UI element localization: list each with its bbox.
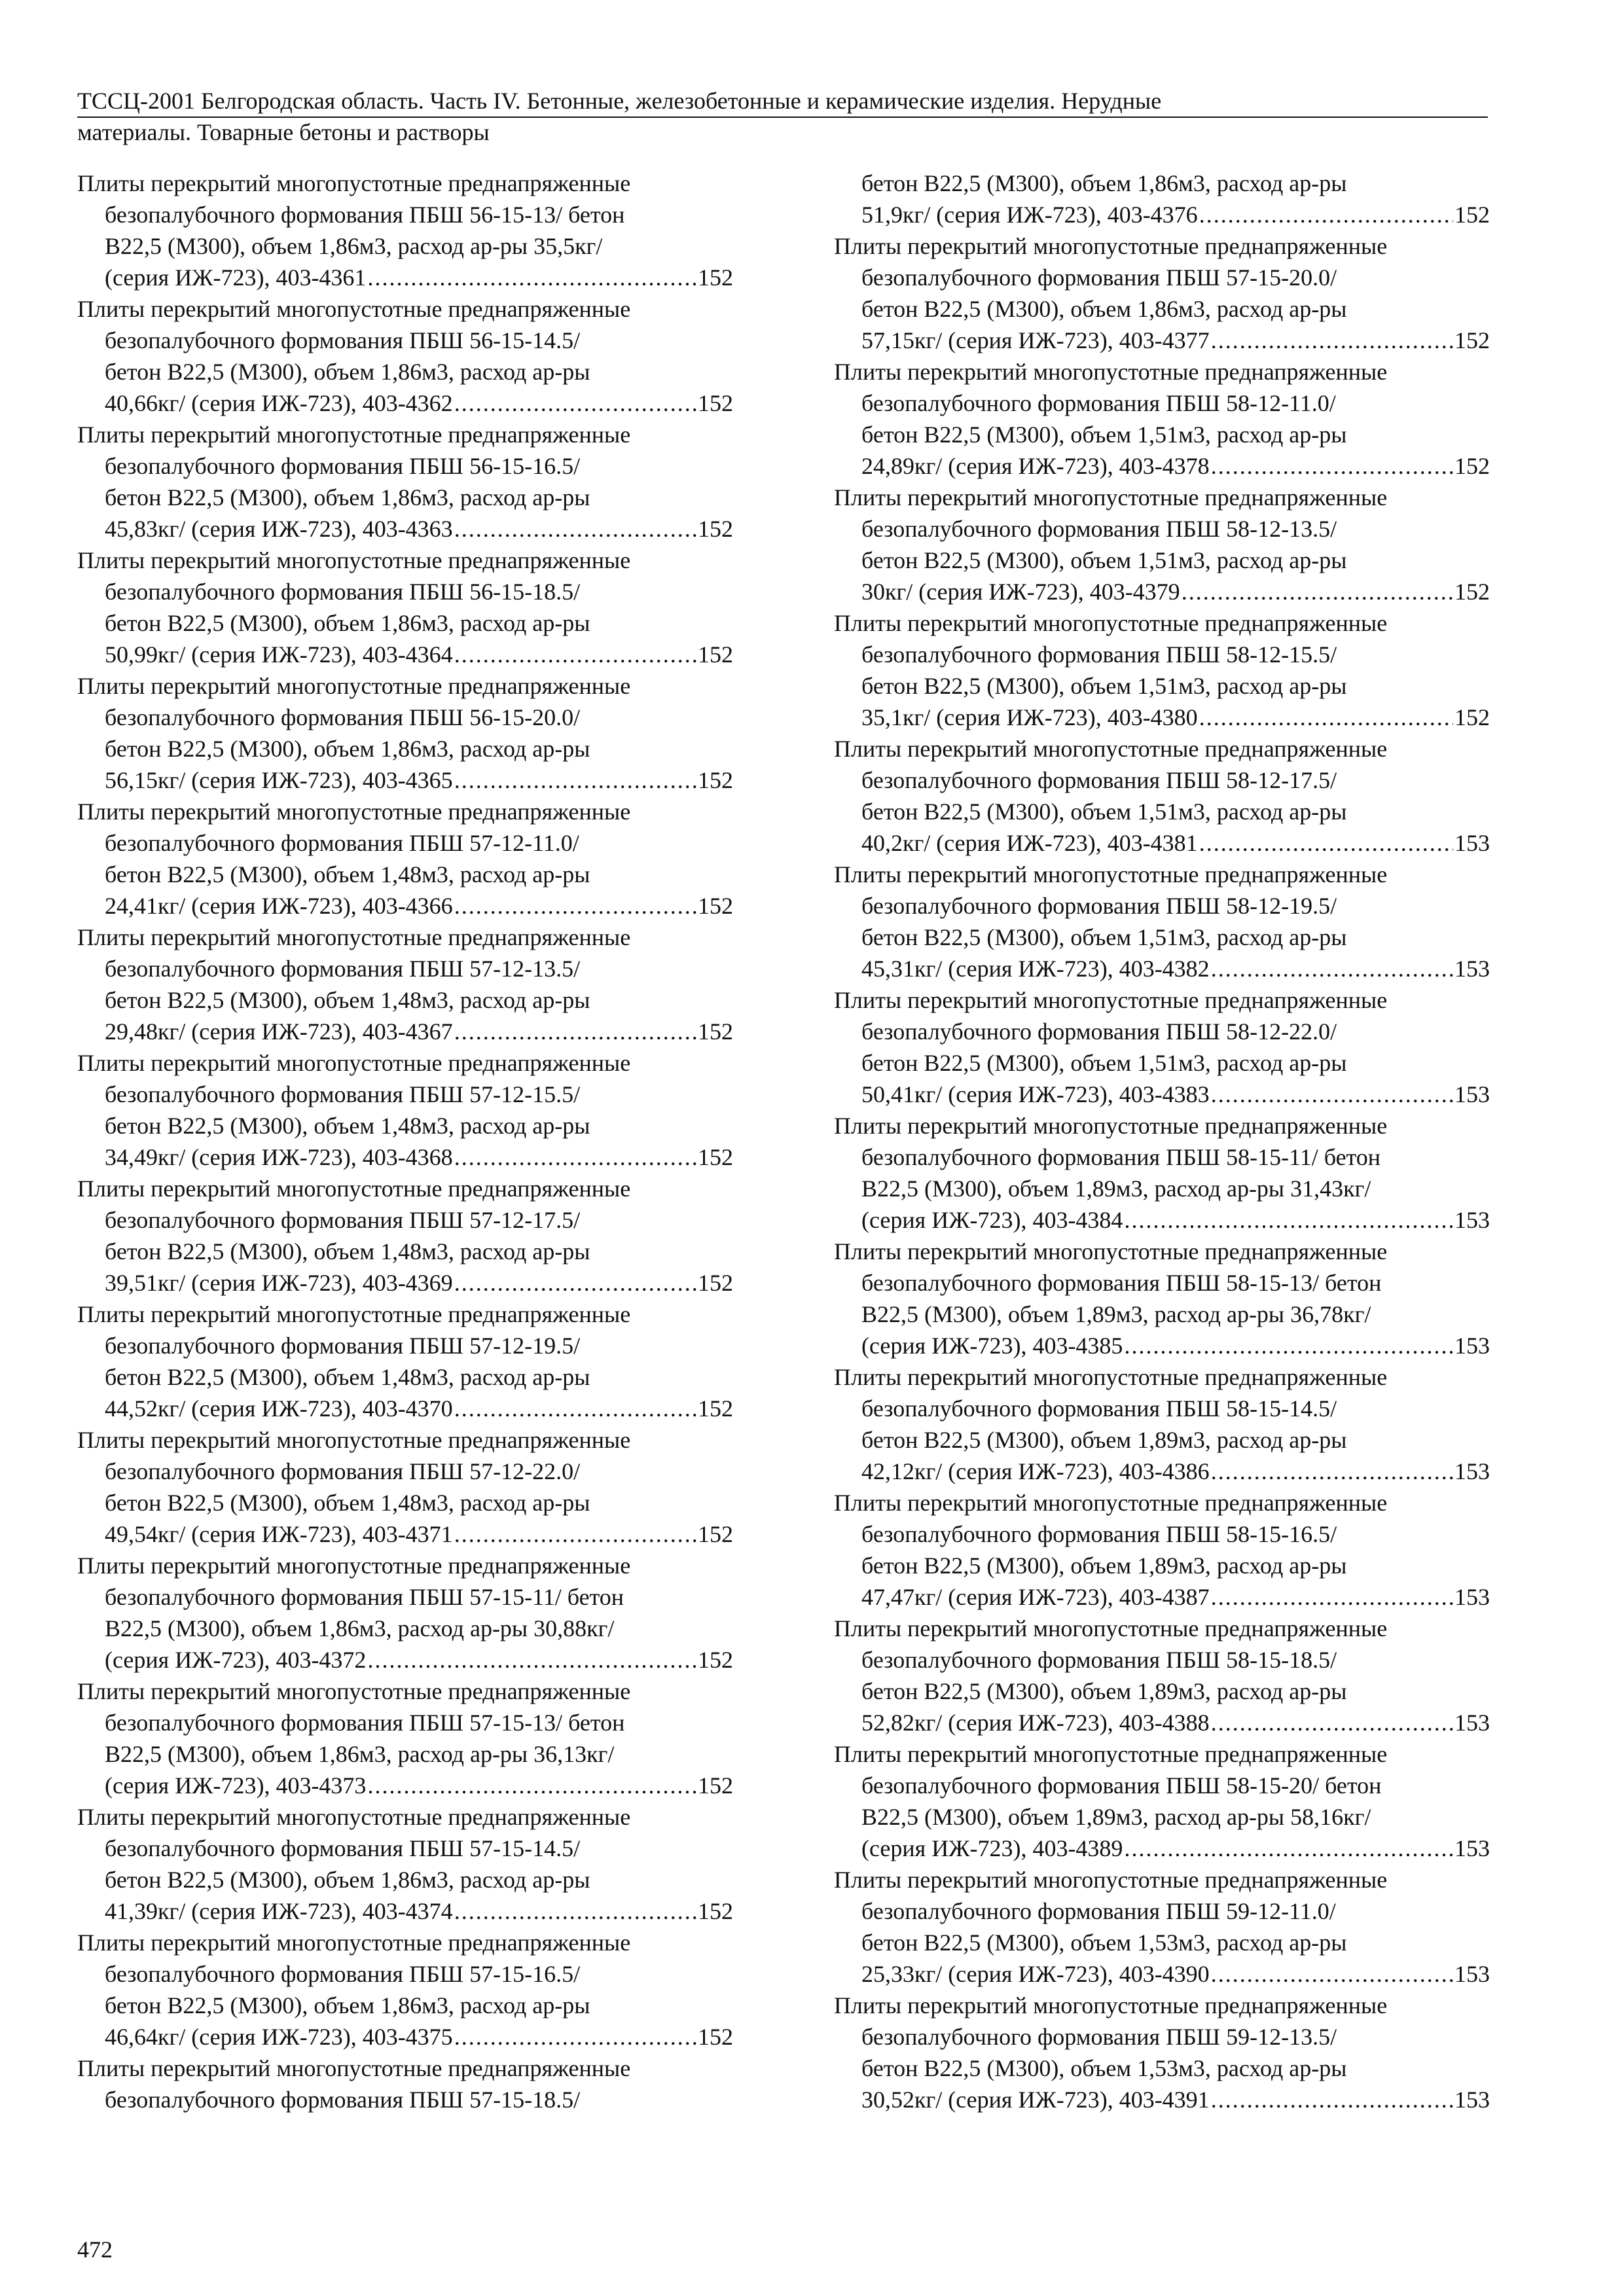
- entry-last-line: [834, 1958, 1490, 1990]
- dot-leader: [1211, 325, 1453, 356]
- entry-text: Плиты перекрытий многопустотные преднапряженные: [834, 1867, 1388, 1893]
- index-entry: [77, 419, 733, 545]
- entry-last-line: [834, 325, 1490, 356]
- entry-page-ref: 152: [698, 1144, 733, 1170]
- entry-text: бетон В22,5 (М300), объем 1,89м3, расход ар-ры: [861, 1552, 1347, 1579]
- index-entry: [77, 670, 733, 796]
- entry-page-ref: 153: [1454, 1458, 1490, 1484]
- entry-text: бетон В22,5 (М300), объем 1,86м3, расход ар-ры: [861, 170, 1347, 196]
- index-entry: [77, 1173, 733, 1299]
- entry-text: (серия ИЖ-723), 403-4389: [861, 1835, 1123, 1861]
- index-entry: [77, 1047, 733, 1173]
- entry-page-ref: 153: [1454, 2087, 1490, 2113]
- dot-leader: [1124, 1204, 1453, 1236]
- entry-last-line: [77, 1518, 733, 1550]
- entry-page-ref: 153: [1454, 1961, 1490, 1987]
- entry-text: безопалубочного формования ПБШ 59-12-13.5/: [861, 2024, 1337, 2050]
- entry-text: бетон В22,5 (М300), объем 1,89м3, расход ар-ры: [861, 1427, 1347, 1453]
- dot-leader: [454, 1016, 696, 1047]
- index-entry: [77, 168, 733, 293]
- index-entry: [77, 1927, 733, 2053]
- entry-text: Плиты перекрытий многопустотные преднапряженные: [834, 610, 1388, 636]
- entry-text: безопалубочного формования ПБШ 57-12-11.0/: [105, 830, 579, 856]
- index-entry: [77, 1424, 733, 1550]
- entry-text: 35,1кг/ (серия ИЖ-723), 403-4380: [861, 704, 1198, 730]
- index-entry: [834, 230, 1490, 356]
- entry-page-ref: 153: [1454, 1584, 1490, 1610]
- entry-text: Плиты перекрытий многопустотные преднапряженные: [77, 1678, 631, 1704]
- entry-page-ref: 153: [1454, 1081, 1490, 1107]
- index-entry: [834, 1110, 1490, 1236]
- entry-text: 29,48кг/ (серия ИЖ-723), 403-4367: [105, 1018, 453, 1045]
- entry-last-line: [77, 262, 733, 293]
- entry-page-ref: 152: [698, 767, 733, 793]
- dot-leader: [367, 262, 696, 293]
- entry-text: бетон В22,5 (М300), объем 1,48м3, расход ар-ры: [105, 861, 590, 888]
- entry-text: безопалубочного формования ПБШ 58-15-13/ бетон: [861, 1270, 1382, 1296]
- entry-text: В22,5 (М300), объем 1,86м3, расход ар-ры 35,5кг/: [105, 233, 603, 259]
- entry-text: Плиты перекрытий многопустотные преднапряженные: [834, 359, 1388, 385]
- entry-text: безопалубочного формования ПБШ 57-15-18.5/: [105, 2087, 581, 2113]
- running-header: [77, 86, 1488, 147]
- entry-text: Плиты перекрытий многопустотные преднапряженные: [77, 2055, 631, 2081]
- entry-text: Плиты перекрытий многопустотные преднапряженные: [77, 422, 631, 448]
- entry-text: 47,47кг/ (серия ИЖ-723), 403-4387: [861, 1584, 1210, 1610]
- left-index-column: [77, 168, 733, 2115]
- entry-text: В22,5 (М300), объем 1,86м3, расход ар-ры 36,13кг/: [105, 1741, 615, 1767]
- entry-last-line: [77, 1016, 733, 1047]
- entry-text: бетон В22,5 (М300), объем 1,51м3, расход ар-ры: [861, 798, 1347, 825]
- page-number: 472: [77, 2236, 113, 2263]
- index-entry: [834, 607, 1490, 733]
- entry-text: В22,5 (М300), объем 1,89м3, расход ар-ры 58,16кг/: [861, 1804, 1371, 1830]
- entry-text: Плиты перекрытий многопустотные преднапряженные: [77, 1175, 631, 1202]
- entry-last-line: [834, 576, 1490, 607]
- header-title-line2: материалы. Товарные бетоны и растворы: [77, 119, 490, 145]
- entry-last-line: [77, 513, 733, 545]
- entry-page-ref: 152: [1454, 453, 1490, 479]
- dot-leader: [454, 639, 696, 670]
- entry-text: безопалубочного формования ПБШ 58-15-16.5/: [861, 1521, 1337, 1547]
- entry-text: 46,64кг/ (серия ИЖ-723), 403-4375: [105, 2024, 453, 2050]
- entry-text: 56,15кг/ (серия ИЖ-723), 403-4365: [105, 767, 453, 793]
- entry-text: (серия ИЖ-723), 403-4373: [105, 1772, 367, 1799]
- entry-text: Плиты перекрытий многопустотные преднапряженные: [834, 1992, 1388, 2018]
- entry-text: бетон В22,5 (М300), объем 1,48м3, расход ар-ры: [105, 987, 590, 1013]
- entry-text: 50,41кг/ (серия ИЖ-723), 403-4383: [861, 1081, 1210, 1107]
- entry-text: бетон В22,5 (М300), объем 1,48м3, расход ар-ры: [105, 1490, 590, 1516]
- entry-page-ref: 152: [698, 1270, 733, 1296]
- dot-leader: [454, 513, 696, 545]
- entry-text: 45,31кг/ (серия ИЖ-723), 403-4382: [861, 956, 1210, 982]
- entry-text: 39,51кг/ (серия ИЖ-723), 403-4369: [105, 1270, 453, 1296]
- entry-text: (серия ИЖ-723), 403-4361: [105, 264, 367, 291]
- index-entry: [834, 1236, 1490, 1361]
- index-entry: [77, 796, 733, 922]
- dot-leader: [367, 1770, 696, 1801]
- dot-leader: [454, 1518, 696, 1550]
- entry-text: 30,52кг/ (серия ИЖ-723), 403-4391: [861, 2087, 1210, 2113]
- index-entry: [77, 922, 733, 1047]
- entry-text: безопалубочного формования ПБШ 58-12-19.5/: [861, 893, 1337, 919]
- entry-last-line: [77, 1393, 733, 1424]
- index-entry: [834, 733, 1490, 859]
- dot-leader: [1211, 450, 1453, 482]
- dot-leader: [1211, 1456, 1453, 1487]
- dot-leader: [1124, 1833, 1453, 1864]
- entry-text: Плиты перекрытий многопустотные преднапряженные: [834, 1615, 1388, 1641]
- entry-text: Плиты перекрытий многопустотные преднапряженные: [77, 1301, 631, 1327]
- entry-text: безопалубочного формования ПБШ 58-12-13.5/: [861, 516, 1337, 542]
- entry-text: безопалубочного формования ПБШ 56-15-20.0/: [105, 704, 581, 730]
- entry-page-ref: 153: [1454, 830, 1490, 856]
- entry-text: Плиты перекрытий многопустотные преднапряженные: [834, 736, 1388, 762]
- entry-text: 40,66кг/ (серия ИЖ-723), 403-4362: [105, 390, 453, 416]
- index-entry: [834, 356, 1490, 482]
- entry-text: (серия ИЖ-723), 403-4372: [105, 1647, 367, 1673]
- index-entry: [77, 293, 733, 419]
- entry-text: безопалубочного формования ПБШ 58-15-18.5/: [861, 1647, 1337, 1673]
- entry-text: бетон В22,5 (М300), объем 1,51м3, расход ар-ры: [861, 422, 1347, 448]
- entry-last-line: [834, 1456, 1490, 1487]
- entry-text: Плиты перекрытий многопустотные преднапряженные: [834, 1490, 1388, 1516]
- entry-last-line: [834, 1079, 1490, 1110]
- dot-leader: [454, 1141, 696, 1173]
- entry-text: бетон В22,5 (М300), объем 1,53м3, расход ар-ры: [861, 2055, 1347, 2081]
- entry-last-line: [834, 953, 1490, 984]
- index-entry: [834, 168, 1490, 230]
- entry-text: 51,9кг/ (серия ИЖ-723), 403-4376: [861, 202, 1198, 228]
- entry-text: (серия ИЖ-723), 403-4385: [861, 1333, 1123, 1359]
- entry-text: 57,15кг/ (серия ИЖ-723), 403-4377: [861, 327, 1210, 353]
- header-title-line1: ТССЦ-2001 Белгородская область. Часть IV. Бетонные, железобетонные и керамические изделия. Нерудные: [77, 88, 1162, 114]
- entry-text: Плиты перекрытий многопустотные преднапряженные: [77, 1050, 631, 1076]
- entry-page-ref: 152: [698, 1521, 733, 1547]
- entry-page-ref: 152: [1454, 704, 1490, 730]
- entry-text: бетон В22,5 (М300), объем 1,86м3, расход ар-ры: [105, 359, 590, 385]
- entry-last-line: [77, 1267, 733, 1299]
- index-entry: [834, 1990, 1490, 2115]
- entry-last-line: [77, 1141, 733, 1173]
- entry-text: Плиты перекрытий многопустотные преднапряженные: [77, 296, 631, 322]
- entry-page-ref: 152: [1454, 579, 1490, 605]
- dot-leader: [1211, 953, 1453, 984]
- entry-text: 25,33кг/ (серия ИЖ-723), 403-4390: [861, 1961, 1210, 1987]
- entry-last-line: [77, 1770, 733, 1801]
- entry-text: 50,99кг/ (серия ИЖ-723), 403-4364: [105, 641, 453, 668]
- index-entry: [834, 1613, 1490, 1738]
- entry-text: бетон В22,5 (М300), объем 1,51м3, расход ар-ры: [861, 673, 1347, 699]
- dot-leader: [454, 1895, 696, 1927]
- entry-text: Плиты перекрытий многопустотные преднапряженные: [77, 170, 631, 196]
- entry-page-ref: 152: [698, 1018, 733, 1045]
- entry-text: Плиты перекрытий многопустотные преднапряженные: [834, 1741, 1388, 1767]
- entry-text: бетон В22,5 (М300), объем 1,86м3, расход ар-ры: [105, 610, 590, 636]
- entry-text: Плиты перекрытий многопустотные преднапряженные: [77, 673, 631, 699]
- entry-last-line: [77, 890, 733, 922]
- entry-text: безопалубочного формования ПБШ 57-12-22.0/: [105, 1458, 581, 1484]
- entry-text: Плиты перекрытий многопустотные преднапряженные: [834, 1364, 1388, 1390]
- entry-text: безопалубочного формования ПБШ 57-15-20.0/: [861, 264, 1337, 291]
- entry-text: 34,49кг/ (серия ИЖ-723), 403-4368: [105, 1144, 453, 1170]
- entry-page-ref: 152: [698, 1898, 733, 1924]
- entry-text: безопалубочного формования ПБШ 57-15-14.5/: [105, 1835, 581, 1861]
- entry-page-ref: 152: [698, 893, 733, 919]
- index-entry: [834, 984, 1490, 1110]
- entry-text: безопалубочного формования ПБШ 57-12-13.5/: [105, 956, 581, 982]
- entry-text: Плиты перекрытий многопустотные преднапряженные: [77, 798, 631, 825]
- index-entry: [77, 545, 733, 670]
- dot-leader: [1199, 827, 1453, 859]
- entry-text: безопалубочного формования ПБШ 57-12-17.5/: [105, 1207, 581, 1233]
- entry-text: бетон В22,5 (М300), объем 1,86м3, расход ар-ры: [105, 1992, 590, 2018]
- entry-text: бетон В22,5 (М300), объем 1,51м3, расход ар-ры: [861, 1050, 1347, 1076]
- entry-text: 44,52кг/ (серия ИЖ-723), 403-4370: [105, 1395, 453, 1422]
- dot-leader: [1211, 1958, 1453, 1990]
- index-entry: [77, 1676, 733, 1801]
- entry-text: безопалубочного формования ПБШ 57-12-19.5/: [105, 1333, 581, 1359]
- entry-last-line: [834, 1833, 1490, 1864]
- entry-last-line: [834, 702, 1490, 733]
- entry-last-line: [834, 1707, 1490, 1738]
- index-entry: [834, 1864, 1490, 1990]
- entry-last-line: [834, 827, 1490, 859]
- entry-text: Плиты перекрытий многопустотные преднапряженные: [77, 924, 631, 950]
- entry-text: 24,41кг/ (серия ИЖ-723), 403-4366: [105, 893, 453, 919]
- index-entry: [834, 482, 1490, 607]
- entry-page-ref: 153: [1454, 1333, 1490, 1359]
- entry-text: бетон В22,5 (М300), объем 1,53м3, расход ар-ры: [861, 1929, 1347, 1956]
- entry-text: безопалубочного формования ПБШ 57-15-13/ бетон: [105, 1710, 625, 1736]
- entry-page-ref: 152: [698, 390, 733, 416]
- index-entry: [77, 2053, 733, 2115]
- index-entry: [834, 859, 1490, 984]
- entry-text: Плиты перекрытий многопустотные преднапряженные: [834, 233, 1388, 259]
- entry-text: бетон В22,5 (М300), объем 1,51м3, расход ар-ры: [861, 547, 1347, 573]
- entry-text: 41,39кг/ (серия ИЖ-723), 403-4374: [105, 1898, 453, 1924]
- entry-text: безопалубочного формования ПБШ 58-12-15.5/: [861, 641, 1337, 668]
- entry-page-ref: 153: [1454, 1207, 1490, 1233]
- entry-page-ref: 152: [698, 516, 733, 542]
- entry-text: безопалубочного формования ПБШ 56-15-13/ бетон: [105, 202, 625, 228]
- entry-text: В22,5 (М300), объем 1,89м3, расход ар-ры 31,43кг/: [861, 1175, 1371, 1202]
- index-entry: [834, 1487, 1490, 1613]
- entry-last-line: [77, 764, 733, 796]
- entry-text: безопалубочного формования ПБШ 58-15-11/ бетон: [861, 1144, 1381, 1170]
- entry-text: безопалубочного формования ПБШ 56-15-16.5/: [105, 453, 581, 479]
- dot-leader: [1199, 199, 1453, 230]
- entry-last-line: [834, 450, 1490, 482]
- entry-text: 42,12кг/ (серия ИЖ-723), 403-4386: [861, 1458, 1210, 1484]
- entry-last-line: [834, 1330, 1490, 1361]
- entry-text: Плиты перекрытий многопустотные преднапряженные: [77, 547, 631, 573]
- dot-leader: [1211, 1581, 1453, 1613]
- entry-text: бетон В22,5 (М300), объем 1,86м3, расход ар-ры: [105, 484, 590, 511]
- dot-leader: [1211, 1707, 1453, 1738]
- entry-page-ref: 152: [1454, 202, 1490, 228]
- dot-leader: [367, 1644, 696, 1676]
- entry-page-ref: 153: [1454, 1835, 1490, 1861]
- dot-leader: [454, 1267, 696, 1299]
- entry-last-line: [77, 1644, 733, 1676]
- dot-leader: [454, 387, 696, 419]
- entry-last-line: [834, 199, 1490, 230]
- entry-text: безопалубочного формования ПБШ 58-12-17.5/: [861, 767, 1337, 793]
- entry-text: бетон В22,5 (М300), объем 1,86м3, расход ар-ры: [105, 1867, 590, 1893]
- entry-text: Плиты перекрытий многопустотные преднапряженные: [77, 1929, 631, 1956]
- entry-text: безопалубочного формования ПБШ 58-15-20/ бетон: [861, 1772, 1382, 1799]
- entry-last-line: [834, 1581, 1490, 1613]
- entry-text: В22,5 (М300), объем 1,86м3, расход ар-ры 30,88кг/: [105, 1615, 615, 1641]
- entry-text: Плиты перекрытий многопустотные преднапряженные: [834, 1113, 1388, 1139]
- entry-text: бетон В22,5 (М300), объем 1,86м3, расход ар-ры: [861, 296, 1347, 322]
- entry-text: 52,82кг/ (серия ИЖ-723), 403-4388: [861, 1710, 1210, 1736]
- entry-text: Плиты перекрытий многопустотные преднапряженные: [834, 484, 1388, 511]
- entry-text: 49,54кг/ (серия ИЖ-723), 403-4371: [105, 1521, 453, 1547]
- dot-leader: [1211, 2084, 1453, 2115]
- dot-leader: [454, 1393, 696, 1424]
- dot-leader: [454, 890, 696, 922]
- index-entry: [77, 1801, 733, 1927]
- entry-page-ref: 153: [1454, 1710, 1490, 1736]
- entry-text: 45,83кг/ (серия ИЖ-723), 403-4363: [105, 516, 453, 542]
- entry-text: Плиты перекрытий многопустотные преднапряженные: [834, 987, 1388, 1013]
- entry-page-ref: 152: [698, 264, 733, 291]
- entry-text: безопалубочного формования ПБШ 57-15-11/ бетон: [105, 1584, 624, 1610]
- dot-leader: [1211, 1079, 1453, 1110]
- entry-page-ref: 152: [698, 1395, 733, 1422]
- entry-text: Плиты перекрытий многопустотные преднапряженные: [77, 1804, 631, 1830]
- entry-last-line: [834, 2084, 1490, 2115]
- entry-page-ref: 153: [1454, 956, 1490, 982]
- entry-text: безопалубочного формования ПБШ 56-15-18.5/: [105, 579, 581, 605]
- entry-text: Плиты перекрытий многопустотные преднапряженные: [834, 861, 1388, 888]
- entry-text: бетон В22,5 (М300), объем 1,86м3, расход ар-ры: [105, 736, 590, 762]
- dot-leader: [454, 764, 696, 796]
- index-entry: [834, 1738, 1490, 1864]
- entry-page-ref: 152: [698, 1772, 733, 1799]
- dot-leader: [1124, 1330, 1453, 1361]
- right-index-column: [834, 168, 1490, 2115]
- entry-last-line: [834, 1204, 1490, 1236]
- entry-text: 30кг/ (серия ИЖ-723), 403-4379: [861, 579, 1180, 605]
- entry-text: бетон В22,5 (М300), объем 1,48м3, расход ар-ры: [105, 1238, 590, 1265]
- entry-text: безопалубочного формования ПБШ 57-12-15.5/: [105, 1081, 581, 1107]
- entry-page-ref: 152: [1454, 327, 1490, 353]
- entry-last-line: [77, 1895, 733, 1927]
- dot-leader: [1199, 702, 1453, 733]
- entry-text: В22,5 (М300), объем 1,89м3, расход ар-ры 36,78кг/: [861, 1301, 1371, 1327]
- entry-text: безопалубочного формования ПБШ 58-12-22.0/: [861, 1018, 1337, 1045]
- index-entry: [77, 1550, 733, 1676]
- entry-text: безопалубочного формования ПБШ 56-15-14.5/: [105, 327, 581, 353]
- entry-last-line: [77, 639, 733, 670]
- entry-text: Плиты перекрытий многопустотные преднапряженные: [834, 1238, 1388, 1265]
- index-entry: [834, 1361, 1490, 1487]
- entry-page-ref: 152: [698, 641, 733, 668]
- dot-leader: [454, 2021, 696, 2053]
- entry-text: 40,2кг/ (серия ИЖ-723), 403-4381: [861, 830, 1198, 856]
- entry-last-line: [77, 2021, 733, 2053]
- entry-page-ref: 152: [698, 1647, 733, 1673]
- entry-text: Плиты перекрытий многопустотные преднапряженные: [77, 1552, 631, 1579]
- entry-text: (серия ИЖ-723), 403-4384: [861, 1207, 1123, 1233]
- entry-text: 24,89кг/ (серия ИЖ-723), 403-4378: [861, 453, 1210, 479]
- entry-text: безопалубочного формования ПБШ 59-12-11.0/: [861, 1898, 1336, 1924]
- entry-text: бетон В22,5 (М300), объем 1,51м3, расход ар-ры: [861, 924, 1347, 950]
- entry-text: Плиты перекрытий многопустотные преднапряженные: [77, 1427, 631, 1453]
- entry-text: безопалубочного формования ПБШ 57-15-16.5/: [105, 1961, 581, 1987]
- entry-page-ref: 152: [698, 2024, 733, 2050]
- dot-leader: [1182, 576, 1453, 607]
- entry-text: безопалубочного формования ПБШ 58-15-14.5/: [861, 1395, 1337, 1422]
- entry-text: бетон В22,5 (М300), объем 1,48м3, расход ар-ры: [105, 1364, 590, 1390]
- entry-text: безопалубочного формования ПБШ 58-12-11.0/: [861, 390, 1336, 416]
- index-entry: [77, 1299, 733, 1424]
- entry-text: бетон В22,5 (М300), объем 1,89м3, расход ар-ры: [861, 1678, 1347, 1704]
- entry-last-line: [77, 387, 733, 419]
- entry-text: бетон В22,5 (М300), объем 1,48м3, расход ар-ры: [105, 1113, 590, 1139]
